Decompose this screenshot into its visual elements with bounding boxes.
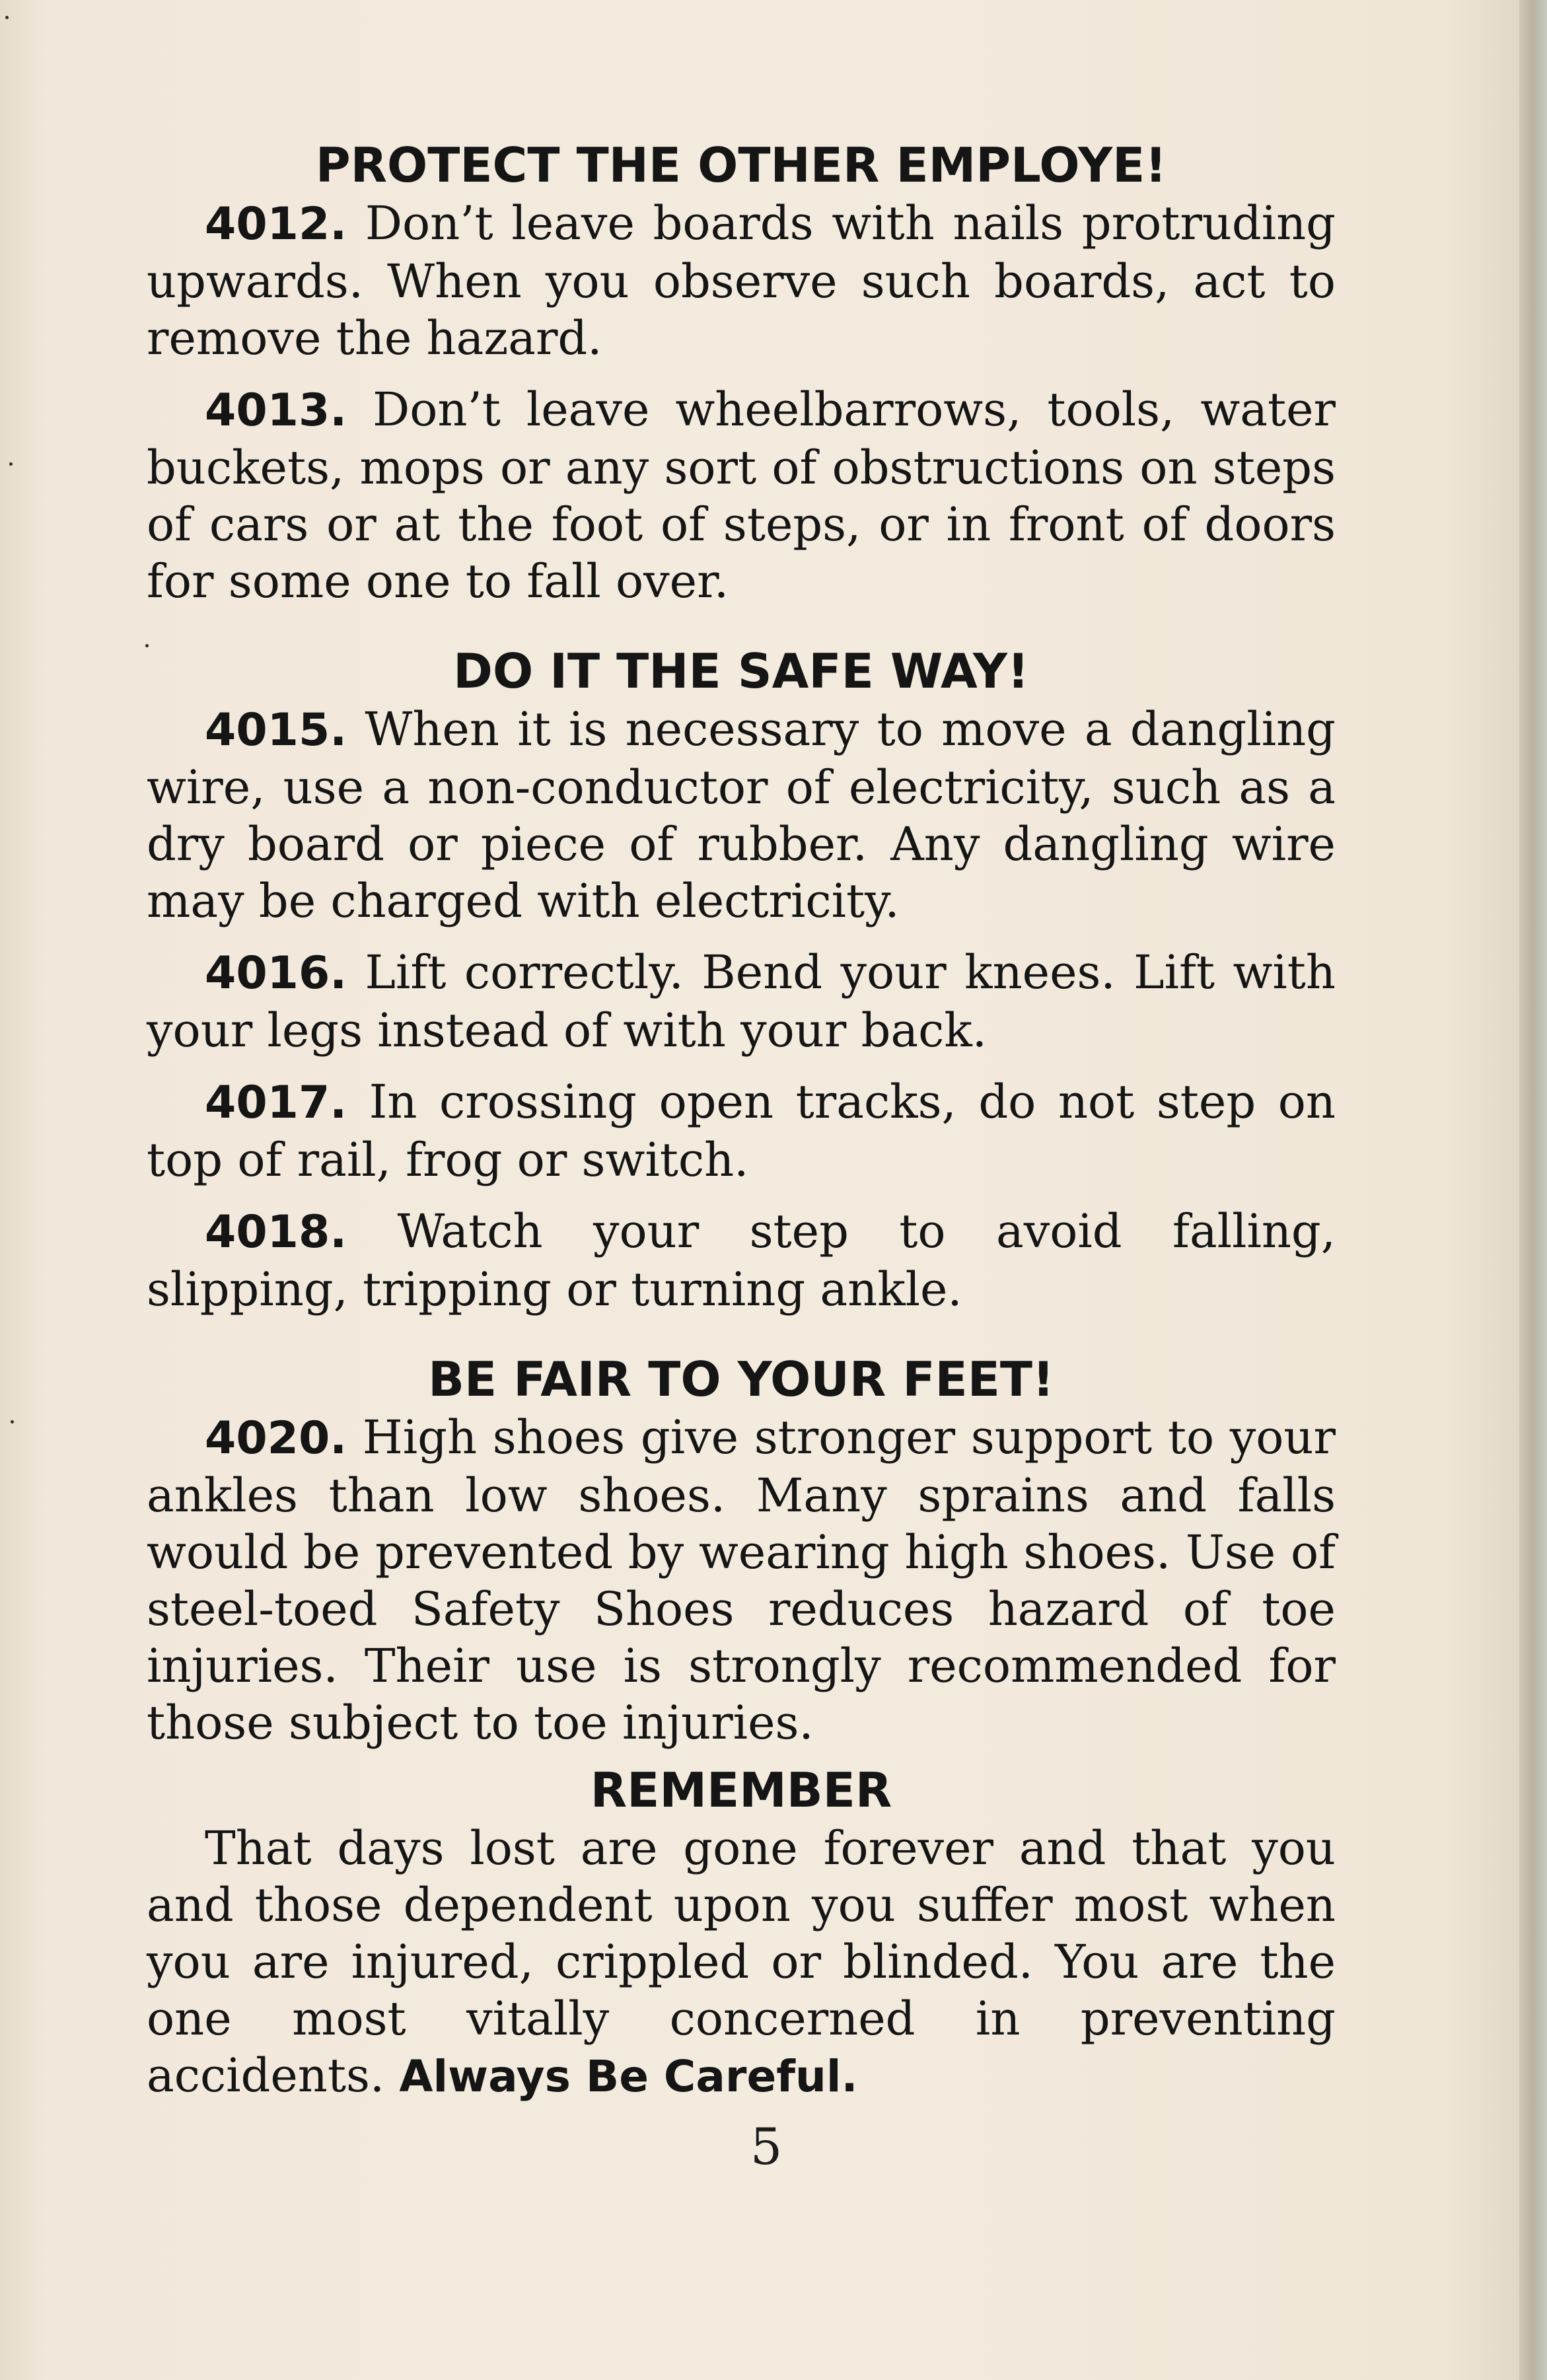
page-edge <box>1519 0 1547 2380</box>
rule-text: In crossing open tracks, do not step on top of rail, frog or switch. <box>147 1075 1336 1187</box>
section-heading-feet: BE FAIR TO YOUR FEET! <box>428 1352 1054 1407</box>
rule-4012 <box>147 195 1336 367</box>
rule-number: 4018. <box>205 1206 347 1258</box>
rule-text: High shoes give stronger support to your ankles than low shoes. Many sprains and falls would be prevented by wearing high shoes. Use of steel-toed Safety Shoes reduces hazard of toe injuries. Their use is strongly recommended for those subject to toe injuries. <box>147 1410 1336 1750</box>
rule-text: Don’t leave wheelbarrows, tools, water buckets, mops or any sort of obstructions on steps of cars or at the foot of steps, or in front of doors for some one to fall over. <box>147 382 1336 608</box>
rule-4018 <box>147 1203 1336 1318</box>
rule-text: Watch your step to avoid falling, slipping, tripping or turning ankle. <box>147 1204 1336 1316</box>
remember-heading: REMEMBER <box>590 1762 892 1818</box>
rule-number: 4020. <box>205 1412 347 1464</box>
page-content <box>147 135 1336 2105</box>
rule-number: 4015. <box>205 704 347 756</box>
page-number: 5 <box>750 2117 783 2176</box>
rule-text: When it is necessary to move a dangling wire, use a non-conductor of electricity, such as a dry board or piece of rubber. Any dangling wire may be charged with electricity. <box>147 702 1336 928</box>
remember-text: That days lost are gone forever and that you and those dependent upon you suffer most when you are injured, crippled or blinded. You are the one most vitally concerned in preventing accidents. <box>147 1821 1336 2103</box>
rule-4015 <box>147 701 1336 929</box>
rule-number: 4017. <box>205 1077 347 1129</box>
rule-text: Don’t leave boards with nails protruding upwards. When you observe such boards, act to remove the hazard. <box>147 196 1336 365</box>
rule-4013 <box>147 381 1336 610</box>
paper-speck <box>145 644 149 647</box>
section-heading-protect: PROTECT THE OTHER EMPLOYE! <box>315 137 1167 193</box>
rule-text: Lift correctly. Bend your knees. Lift with your legs instead of with your back. <box>147 945 1336 1058</box>
paper-speck <box>11 1420 14 1424</box>
rule-number: 4016. <box>205 947 347 999</box>
paper-speck <box>9 462 13 466</box>
rule-number: 4012. <box>205 198 347 250</box>
rule-number: 4013. <box>205 384 347 437</box>
rule-4017 <box>147 1073 1336 1188</box>
rule-4020 <box>147 1409 1336 1751</box>
paper-speck <box>5 16 9 19</box>
remember-closing: Always Be Careful. <box>399 2051 858 2102</box>
section-heading-safe-way: DO IT THE SAFE WAY! <box>453 643 1029 699</box>
remember-paragraph <box>147 1820 1336 2105</box>
rule-4016 <box>147 944 1336 1059</box>
